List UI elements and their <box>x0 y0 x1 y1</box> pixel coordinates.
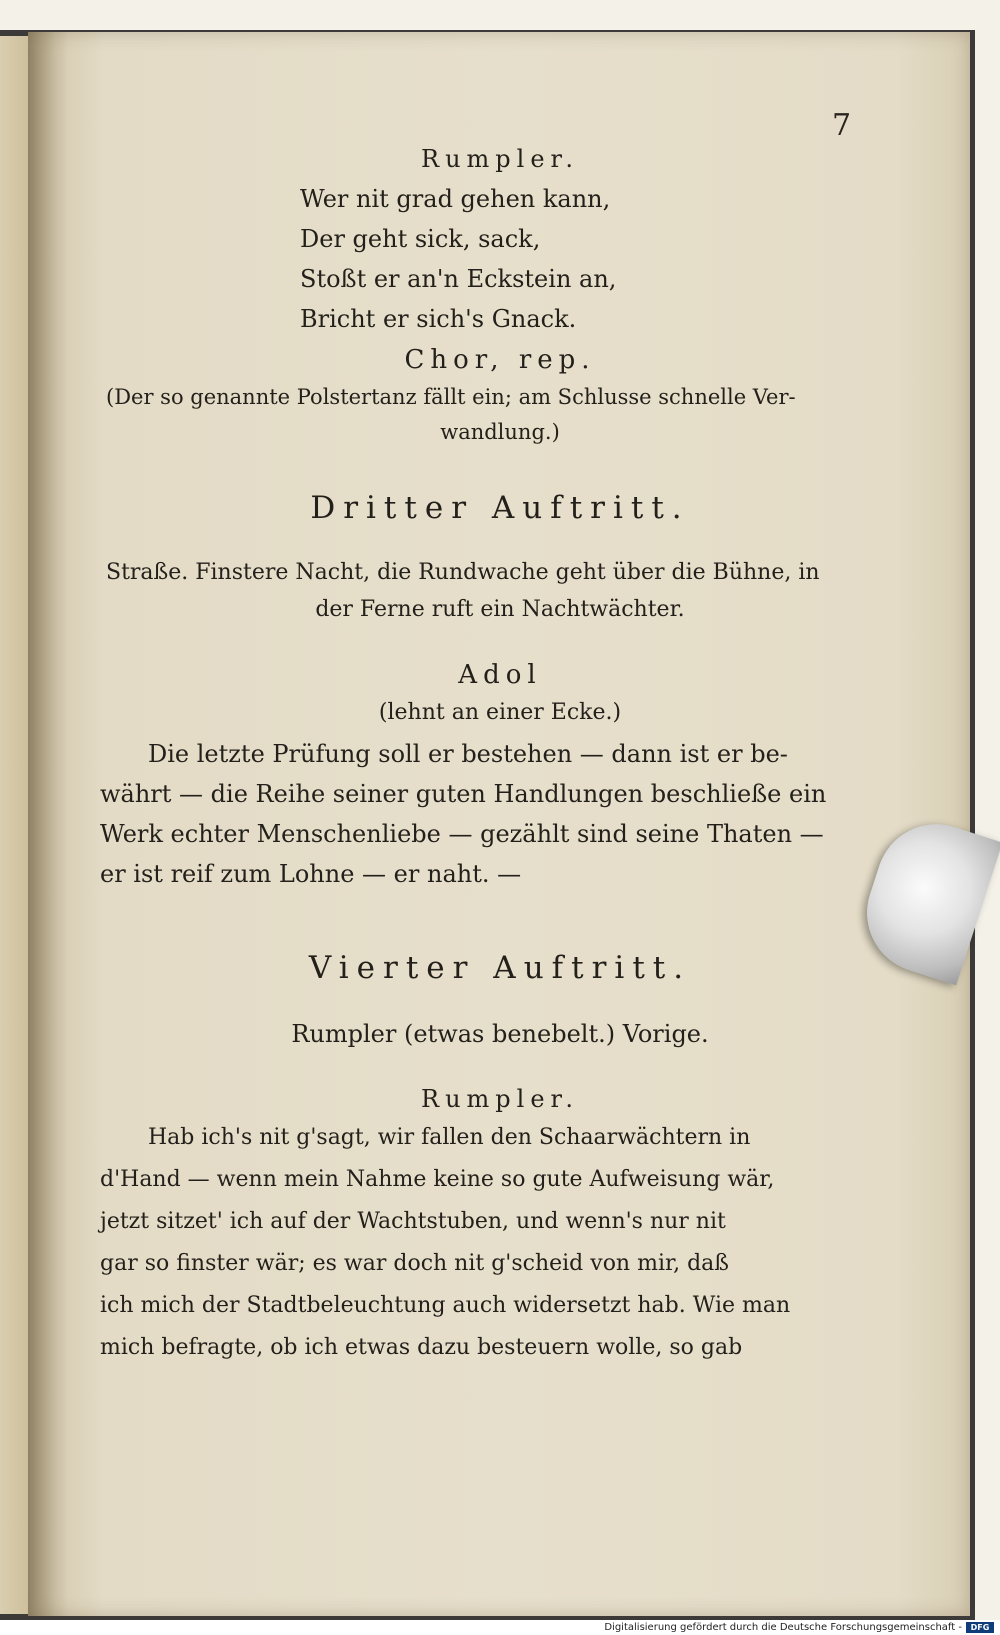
scene-4-speech-line-6: mich befragte, ob ich etwas dazu besteuern wolle, so gab <box>100 1335 743 1360</box>
scene-4-heading: Vierter Auftritt. <box>308 950 692 986</box>
song-line-4: Bricht er sich's Gnack. <box>300 305 577 333</box>
scene-3-heading: Dritter Auftritt. <box>310 490 690 526</box>
digitization-credit: Digitalisierung gefördert durch die Deutsche Forschungsgemeinschaft - <box>604 1622 962 1633</box>
scene-4-speech-line-3: jetzt sitzet' ich auf der Wachtstuben, und wenn's nur nit <box>100 1209 726 1234</box>
song-speaker: Rumpler. <box>421 145 579 173</box>
chorus-repeat: Chor, rep. <box>404 345 596 375</box>
scene-4-speaker: Rumpler. <box>421 1085 579 1113</box>
scene-3-direction: (lehnt an einer Ecke.) <box>378 700 622 725</box>
page-number: 7 <box>832 108 852 143</box>
stage-direction-line-1: (Der so genannte Polstertanz fällt ein; am Schlusse schnelle Ver- <box>106 385 796 409</box>
scene-3-setting-line-2: der Ferne ruft ein Nachtwächter. <box>315 597 685 622</box>
previous-page-edge <box>0 36 31 1614</box>
song-line-2: Der geht sick, sack, <box>300 225 541 253</box>
page-gutter-shadow <box>28 32 68 1616</box>
song-line-3: Stoßt er an'n Eckstein an, <box>300 265 617 293</box>
scene-4-speech-line-5: ich mich der Stadtbeleuchtung auch widersetzt hab. Wie man <box>100 1293 791 1318</box>
scene-4-cast: Rumpler (etwas benebelt.) Vorige. <box>291 1020 709 1048</box>
scene-3-speech-line-2: währt — die Reihe seiner guten Handlungen beschließe ein <box>100 780 827 808</box>
dfg-logo: DFG <box>966 1622 994 1633</box>
song-line-1: Wer nit grad gehen kann, <box>300 185 611 213</box>
stage-direction-line-2: wandlung.) <box>440 420 560 444</box>
scene-3-speech-line-4: er ist reif zum Lohne — er naht. — <box>100 860 522 888</box>
scene-3-speech-line-1: Die letzte Prüfung soll er bestehen — dann ist er be- <box>148 740 788 768</box>
scene-3-speech-line-3: Werk echter Menschenliebe — gezählt sind seine Thaten — <box>100 820 824 848</box>
scene-3-speaker: Adol <box>458 660 542 690</box>
scene-3-setting-line-1: Straße. Finstere Nacht, die Rundwache geht über die Bühne, in <box>106 560 820 585</box>
scene-4-speech-line-4: gar so finster wär; es war doch nit g'scheid von mir, daß <box>100 1251 729 1276</box>
scene-4-speech-line-1: Hab ich's nit g'sagt, wir fallen den Schaarwächtern in <box>148 1125 751 1150</box>
scene-4-speech-line-2: d'Hand — wenn mein Nahme keine so gute Aufweisung wär, <box>100 1167 775 1192</box>
